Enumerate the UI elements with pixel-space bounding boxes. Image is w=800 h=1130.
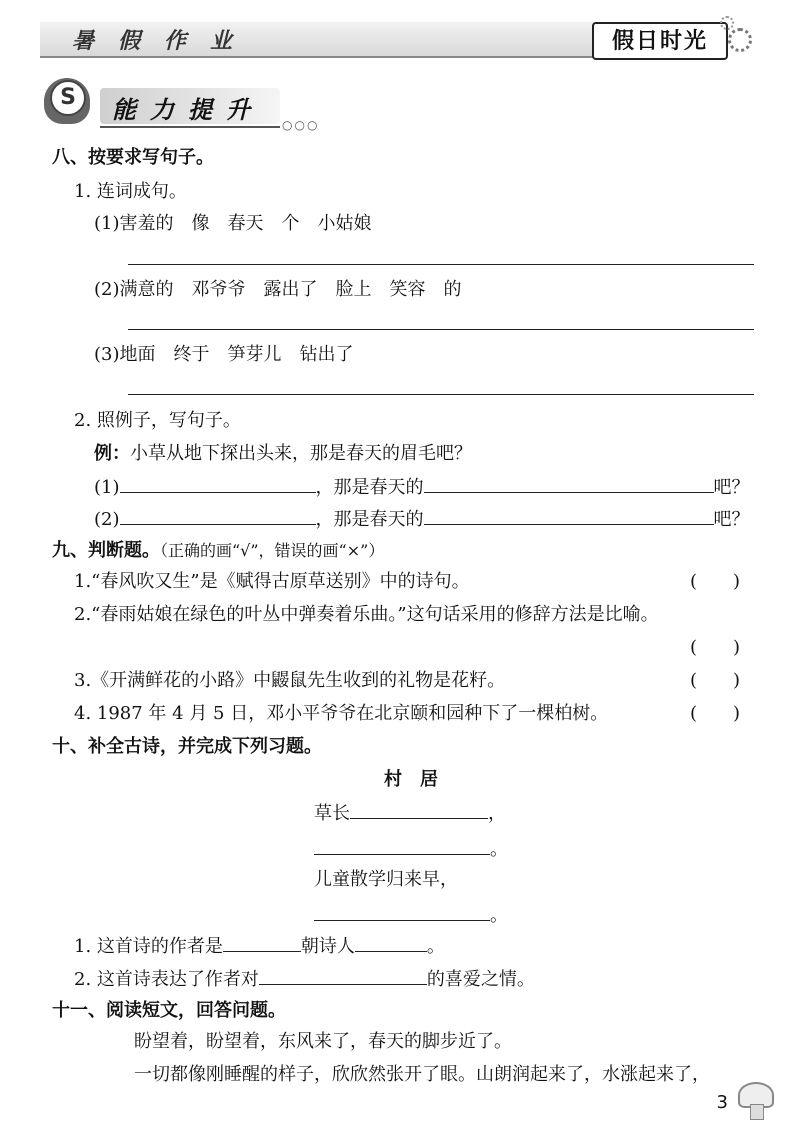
blank-row-2-fill-b[interactable]: [424, 506, 714, 525]
poem-line-4: [314, 902, 508, 928]
blank-row-2-mid: ，那是春天的: [315, 509, 424, 530]
s9-item-2-paren[interactable]: ( ): [690, 637, 741, 658]
section-9-heading-row: [52, 539, 384, 563]
s8-q1-label: 1. 连词成句。: [74, 181, 187, 202]
blank-row-2-end: 吧？: [713, 509, 750, 530]
s-badge-icon: S: [50, 80, 86, 116]
s8-blank-row-2: [94, 506, 750, 532]
poem-title: 村 居: [384, 769, 438, 790]
s8-example: [94, 442, 472, 466]
header-title: 暑假作业: [72, 28, 257, 54]
blank-row-2-num: (2): [94, 509, 120, 530]
poem-line-1: [314, 800, 506, 826]
banner-dots-icon: ○○○: [282, 118, 320, 132]
poem-line-1-blank[interactable]: [350, 800, 488, 819]
poem-line-2-period: 。: [490, 839, 508, 860]
s10-q1-b: 朝诗人: [300, 936, 355, 957]
s10-q2-b: 的喜爱之情。: [426, 969, 535, 990]
example-label: 例：: [94, 443, 130, 464]
blank-row-1-end: 吧？: [713, 477, 750, 498]
s10-q2-blank[interactable]: [259, 966, 427, 985]
s9-item-3-paren[interactable]: ( ): [690, 670, 741, 691]
s10-q1-a: 1. 这首诗的作者是: [74, 936, 223, 957]
poem-line-2: [314, 836, 508, 862]
s10-q2-a: 2. 这首诗表达了作者对: [74, 969, 259, 990]
passage-paragraph-1: 盼望着，盼望着，东风来了，春天的脚步近了。: [134, 1031, 512, 1052]
answer-line-3[interactable]: [128, 394, 754, 395]
s10-q1: [74, 933, 445, 959]
poem-line-1-start: 草长: [314, 803, 350, 824]
s9-item-2: 2.“春雨姑娘在绿色的叶丛中弹奏着乐曲。”这句话采用的修辞方法是比喻。: [74, 604, 659, 625]
s9-item-4-paren[interactable]: ( ): [690, 703, 741, 724]
s8-q1-item-3: (3)地面 终于 笋芽儿 钻出了: [94, 344, 354, 365]
mushroom-stem-icon: [750, 1104, 764, 1120]
s9-item-1-paren[interactable]: ( ): [690, 571, 741, 592]
passage-paragraph-2: 一切都像刚睡醒的样子，欣欣然张开了眼。山朗润起来了，水涨起来了，: [134, 1064, 710, 1085]
s8-q1-item-2: (2)满意的 邓爷爷 露出了 脸上 笑容 的: [94, 279, 462, 300]
example-text: 小草从地下探出头来，那是春天的眉毛吧？: [130, 443, 472, 464]
poem-line-4-blank[interactable]: [314, 902, 490, 921]
section-9-note: （正确的画“√”，错误的画“×”）: [160, 541, 385, 560]
s8-q2-label: 2. 照例子，写句子。: [74, 410, 241, 431]
blank-row-2-fill-a[interactable]: [120, 506, 316, 525]
s9-item-4: 4. 1987 年 4 月 5 日，邓小平爷爷在北京颐和园种下了一棵柏树。: [74, 703, 609, 724]
poem-line-3: 儿童散学归来早，: [314, 869, 458, 890]
answer-line-1[interactable]: [128, 264, 754, 265]
poem-line-4-period: 。: [490, 905, 508, 926]
section-8-heading: 八、按要求写句子。: [52, 147, 214, 168]
banner-title: 能力提升: [112, 95, 264, 124]
blank-row-1-num: (1): [94, 477, 120, 498]
page-number: 3: [716, 1092, 728, 1113]
poem-line-2-blank[interactable]: [314, 836, 490, 855]
small-gear-icon: [720, 16, 734, 30]
section-10-heading: 十、补全古诗，并完成下列习题。: [52, 736, 322, 757]
section-9-heading: 九、判断题。: [52, 540, 160, 561]
poem-line-1-comma: ，: [488, 803, 506, 824]
gear-icon: [728, 28, 752, 52]
s9-item-1: 1.“春风吹又生”是《赋得古原草送别》中的诗句。: [74, 571, 470, 592]
s10-q1-author-blank[interactable]: [355, 933, 427, 952]
blank-row-1-mid: ，那是春天的: [315, 477, 424, 498]
blank-row-1-fill-b[interactable]: [424, 474, 714, 493]
section-11-heading: 十一、阅读短文，回答问题。: [52, 1000, 286, 1021]
s10-q1-dynasty-blank[interactable]: [223, 933, 301, 952]
header-box-label: 假日时光: [592, 22, 728, 60]
s8-blank-row-1: [94, 474, 750, 500]
s9-item-3: 3.《开满鲜花的小路》中鼹鼠先生收到的礼物是花籽。: [74, 670, 506, 691]
answer-line-2[interactable]: [128, 329, 754, 330]
banner-underline: [100, 126, 280, 128]
s10-q2: [74, 966, 535, 992]
blank-row-1-fill-a[interactable]: [120, 474, 316, 493]
s10-q1-c: 。: [426, 936, 445, 957]
s8-q1-item-1: (1)害羞的 像 春天 个 小姑娘: [94, 213, 372, 234]
